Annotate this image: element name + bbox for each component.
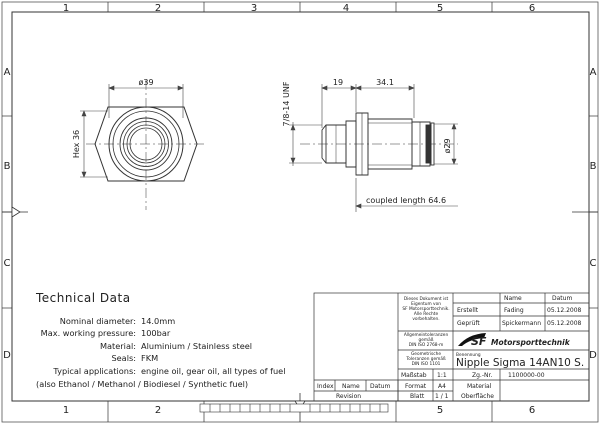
col-label-2-bottom: 2 xyxy=(154,405,162,416)
row-label-c: C xyxy=(3,258,11,269)
col-label-3: 3 xyxy=(250,3,258,14)
spec-label-material: Material: xyxy=(99,341,136,351)
erstellt-date: 05.12.2008 xyxy=(547,307,582,314)
col-label-4: 4 xyxy=(342,3,350,14)
spec-value-applications: engine oil, gear oil, all types of fuel xyxy=(141,366,286,376)
dim-coupled-length xyxy=(356,178,458,212)
massstab-label: Maßstab xyxy=(401,372,427,379)
side-view xyxy=(300,113,458,175)
geo-tol-line-1: Geometrische xyxy=(410,352,442,357)
row-label-b-right: B xyxy=(589,161,597,172)
blatt-value: 1 / 1 xyxy=(435,393,449,400)
revision-label: Revision xyxy=(336,393,362,400)
label-front-diameter: ø39 xyxy=(138,78,154,87)
col-label-1-bottom: 1 xyxy=(62,405,70,416)
spec-label-applications: Typical applications: xyxy=(53,366,136,376)
row-label-d-right: D xyxy=(589,350,597,361)
label-front-hex: Hex 36 xyxy=(72,129,81,159)
col-label-6-bottom: 6 xyxy=(528,405,536,416)
spec-label-seals: Seals: xyxy=(111,353,136,363)
geo-tol-line-2: Toleranzen gemäß xyxy=(406,357,446,362)
brand-name: Motorsporttechnik xyxy=(491,338,570,347)
brand-logo xyxy=(458,333,571,348)
format-label: Format xyxy=(405,383,427,390)
zgnr-label: Zg.-Nr. xyxy=(472,372,493,379)
row-label-a-right: A xyxy=(589,67,597,78)
rev-datum: Datum xyxy=(370,383,391,390)
rev-index: Index xyxy=(317,383,334,390)
col-label-5: 5 xyxy=(436,3,444,14)
geo-tol-line-3: DIN ISO 1101 xyxy=(411,362,441,367)
massstab-value: 1:1 xyxy=(437,372,447,379)
material-label: Material xyxy=(467,383,492,390)
general-tol-line-2: gemäß xyxy=(418,338,434,343)
scale-bar xyxy=(200,404,388,412)
spec-value-seals: FKM xyxy=(141,353,159,363)
zgnr-value: 1100000-00 xyxy=(508,372,545,379)
brand-logo-mark: SF xyxy=(471,335,487,348)
copyright-line-2: Eigentum von xyxy=(411,302,441,307)
col-label-1: 1 xyxy=(62,3,70,14)
general-tol-line-3: DIN ISO 2768-m xyxy=(408,343,444,348)
centering-marks xyxy=(2,207,598,422)
spec-footnote: (also Ethanol / Methanol / Biodiesel / Synthetic fuel) xyxy=(36,379,249,389)
label-len-left: 19 xyxy=(332,78,344,87)
label-thread: 7/8-14 UNF xyxy=(282,81,291,127)
name-header: Name xyxy=(504,295,522,302)
format-value: A4 xyxy=(438,383,446,390)
geprueft-date: 05.12.2008 xyxy=(547,320,582,327)
spec-label-max-pressure: Max. working pressure: xyxy=(40,328,136,338)
row-label-b: B xyxy=(3,161,11,172)
date-header: Datum xyxy=(552,295,573,302)
erstellt-name: Fading xyxy=(504,307,524,314)
label-len-right: 34.1 xyxy=(376,78,394,87)
row-label-c-right: C xyxy=(589,258,597,269)
technical-data-title: Technical Data xyxy=(36,291,131,305)
label-coupled-length: coupled length 64.6 xyxy=(366,196,447,205)
copyright-line-3: SF Motorsporttechnik. xyxy=(402,307,450,312)
part-name: Nipple Sigma 14AN10 S. xyxy=(456,357,585,369)
spec-label-nominal-diameter: Nominal diameter: xyxy=(59,316,136,326)
general-tol-line-1: Allgemeintoleranzen xyxy=(403,333,449,338)
blatt-label: Blatt xyxy=(410,393,425,400)
copyright-line-1: Dieses Dokument ist xyxy=(403,297,449,302)
oberflaeche-label: Oberfläche xyxy=(461,393,494,400)
front-view xyxy=(86,80,206,210)
col-label-6: 6 xyxy=(528,3,536,14)
copyright-line-5: vorbehalten. xyxy=(412,317,440,322)
col-label-5-bottom: 5 xyxy=(436,405,444,416)
geprueft-label: Geprüft xyxy=(457,320,480,327)
spec-value-material: Aluminium / Stainless steel xyxy=(141,341,253,351)
benennung-label: Benennung xyxy=(456,353,481,358)
copyright-line-4: Alle Rechte xyxy=(413,312,439,317)
col-label-2: 2 xyxy=(154,3,162,14)
rev-name: Name xyxy=(342,383,360,390)
label-body-diameter: ø29 xyxy=(443,138,452,154)
erstellt-label: Erstellt xyxy=(457,307,479,314)
geprueft-name: Spickermann xyxy=(502,320,542,327)
row-label-a: A xyxy=(3,67,11,78)
spec-value-max-pressure: 100bar xyxy=(141,328,171,338)
row-label-d: D xyxy=(3,350,11,361)
spec-value-nominal-diameter: 14.0mm xyxy=(141,316,176,326)
